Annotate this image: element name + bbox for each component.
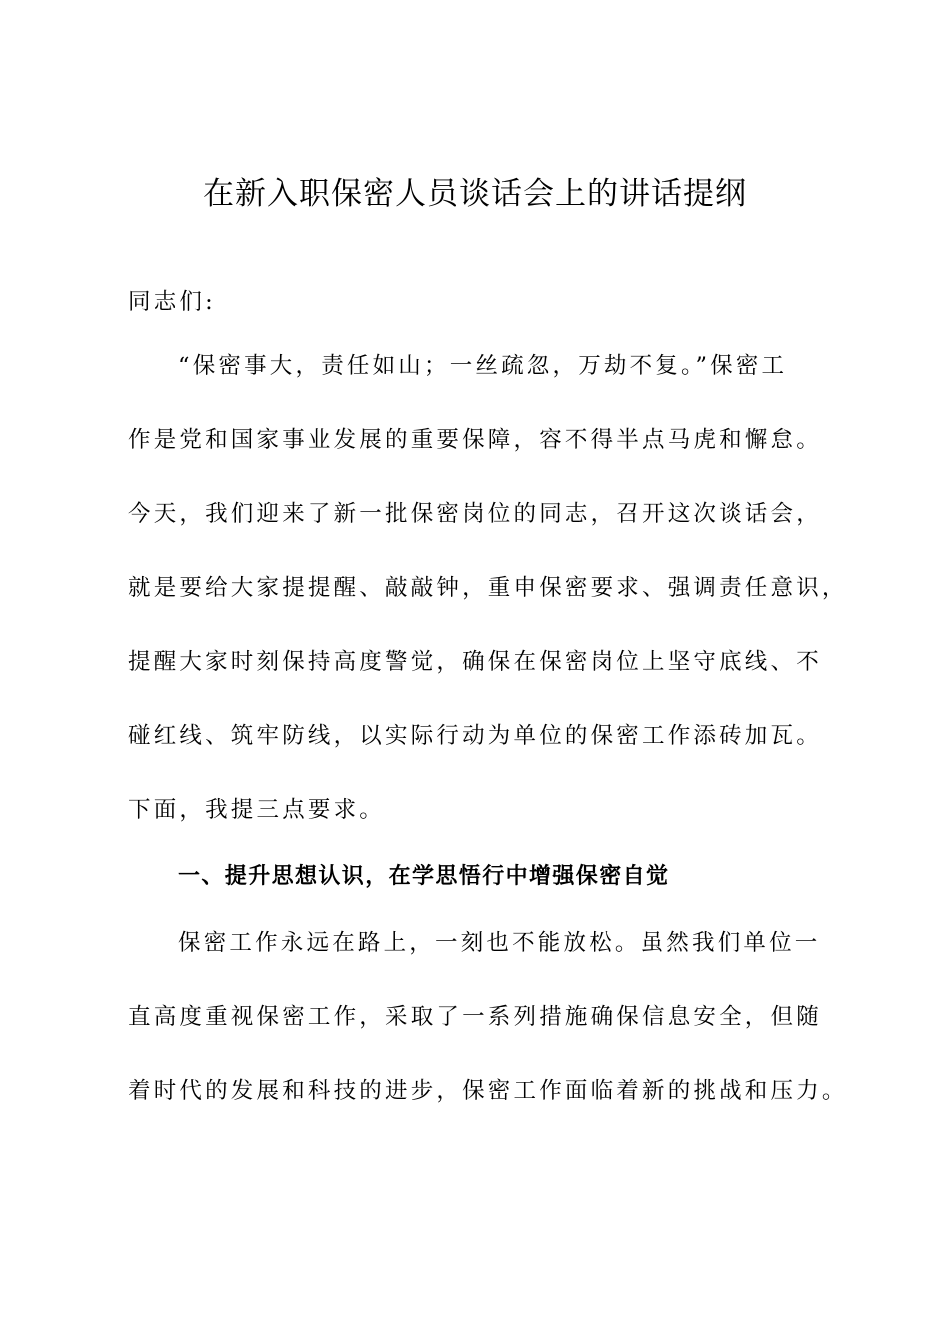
section-1-line-3: 着时代的发展和科技的进步，保密工作面临着新的挑战和压力。 — [128, 1078, 848, 1104]
section-1-line-1: 保密工作永远在路上，一刻也不能放松。虽然我们单位一 — [178, 930, 821, 956]
intro-line-3: 今天，我们迎来了新一批保密岗位的同志，召开这次谈话会， — [128, 501, 822, 527]
intro-line-1: “保密事大，责任如山；一丝疏忽，万劫不复。”保密工 — [178, 353, 788, 379]
document-title: 在新入职保密人员谈话会上的讲话提纲 — [203, 176, 747, 212]
intro-line-5: 提醒大家时刻保持高度警觉，确保在保密岗位上坚守底线、不 — [128, 649, 822, 675]
intro-line-6: 碰红线、筑牢防线，以实际行动为单位的保密工作添砖加瓦。 — [128, 723, 822, 749]
section-1-heading: 一、提升思想认识，在学思悟行中增强保密自觉 — [178, 864, 670, 889]
salutation: 同志们: — [128, 289, 216, 315]
intro-line-7: 下面，我提三点要求。 — [128, 797, 386, 823]
intro-line-2: 作是党和国家事业发展的重要保障，容不得半点马虎和懈怠。 — [128, 427, 822, 453]
section-1-line-2: 直高度重视保密工作，采取了一系列措施确保信息安全，但随 — [128, 1004, 822, 1030]
intro-line-4: 就是要给大家提提醒、敲敲钟，重申保密要求、强调责任意识， — [128, 575, 848, 601]
